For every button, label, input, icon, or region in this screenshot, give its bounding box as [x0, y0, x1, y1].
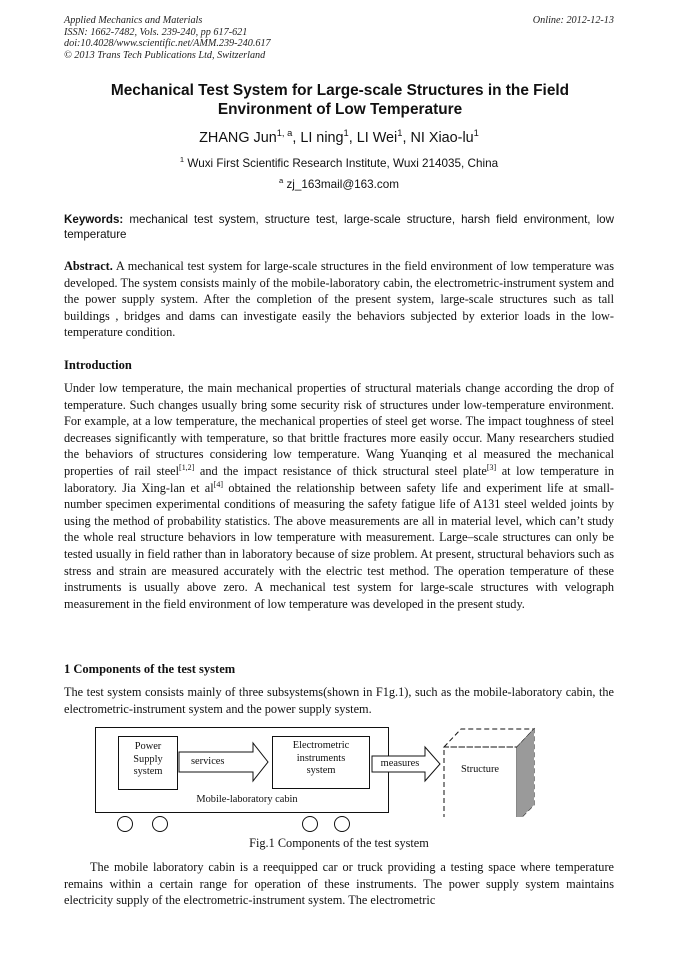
- wheel-icon: [152, 816, 168, 832]
- power-supply-label: Power Supply system: [133, 741, 163, 777]
- title-line-1: Mechanical Test System for Large-scale Structures in the Field: [110, 82, 570, 99]
- structure-label: Structure: [460, 764, 500, 775]
- introduction-heading: Introduction: [64, 358, 132, 372]
- abstract: [64, 258, 614, 341]
- section-1-paragraph: The test system consists mainly of three subsystems(shown in F1g.1), such as the mobile-laboratory cabin, the electrometric-instrument system and the power supply system.: [64, 685, 614, 716]
- services-label: services: [191, 756, 225, 767]
- citation: [3]: [486, 462, 497, 472]
- figure-1: [95, 727, 550, 835]
- paper-title: [68, 81, 612, 119]
- online-date: Online: 2012-12-13: [532, 15, 614, 26]
- author-list: [0, 130, 678, 146]
- copyright-line: © 2013 Trans Tech Publications Ltd, Switzerland: [64, 49, 266, 61]
- keywords-label: Keywords:: [64, 213, 124, 226]
- body-paragraph: The mobile laboratory cabin is a reequipped car or truck providing a testing space where temperature remains within a certain range for operation of these instruments. The power supply system maintains electricity supply of the electrometric-instrument system. The electrometric: [64, 860, 614, 908]
- title-line-2: Environment of Low Temperature: [217, 101, 463, 118]
- wheel-icon: [302, 816, 318, 832]
- author: ZHANG Jun$^{1, a}$,: [199, 128, 301, 146]
- structure-side-face: [517, 729, 534, 817]
- issn-line: ISSN: 1662-7482, Vols. 239-240, pp 617-621: [64, 26, 248, 38]
- doi-line: doi:10.4028/www.scientific.net/AMM.239-240.617: [64, 38, 271, 50]
- citation: [1,2]: [179, 462, 195, 472]
- affiliation: $^1$ Wuxi First Scientific Research Institute, Wuxi 214035, China: [179, 155, 499, 170]
- email: $^a$ zj_163mail@163.com: [278, 176, 400, 191]
- citation: [4]: [213, 479, 223, 489]
- abstract-text: A mechanical test system for large-scale structures in the field environment of low temperature was developed. The system consists mainly of the mobile-laboratory cabin, the electrometric-instrument system and the power supply system. After the completion of the present system, large-scale structures such as tall buildings , bridges and dams can investigate easily the behaviors subjected by exterior loads in the low-temperature condition.: [64, 259, 614, 340]
- journal-header: [64, 15, 271, 61]
- section-1-heading: 1 Components of the test system: [64, 662, 236, 676]
- journal-name: Applied Mechanics and Materials: [64, 15, 203, 26]
- keywords: [64, 212, 614, 242]
- wheel-icon: [334, 816, 350, 832]
- electrometric-box: [272, 736, 370, 789]
- keywords-text: mechanical test system, structure test, large-scale structure, harsh field environment, low temperature: [64, 213, 614, 241]
- figure-caption: Fig.1 Components of the test system: [249, 836, 429, 850]
- author: NI Xiao-$lu^1$: [410, 128, 479, 146]
- introduction-paragraph: Under low temperature, the main mechanical properties of structural materials change according the drop of temperature. Such changes usually bring some security risk of structures under low-temperature environment. For example, at a low temperature, the mechanical properties of steel get worse. The impact toughness of steel decreases significantly with temperature, so that brittle fractures more easily occur. Many researchers studied the behaviors of structures considering low temperature. Wang Yuanqing et al measured the mechanical properties of rail steel[1,2] and the impact resistance of thick structural steel plate[3] at low temperature in laboratory. Jia Xing-lan et al[4] obtained the relationship between safety life and experiment life at small-number specimen experimental conditions of measuring the safety fatigue life of A131 steel welded joints by using the method of probability statistics. The above measurements are all in material level, which can’t study the whole real structure behaviors in low temperature with measurement. Large–scale structures can only be tested usually in field rather than in laboratory because of size problem. At present, structural behaviors such as stress and strain are measured accurately with the electric test method. The operation temperature of these instruments is usually above zero. A mechanical test system for large-scale structures with velograph measurement in the field environment of low temperature was developed in the present study.: [64, 381, 614, 611]
- author: LI Wei$^1$,: [356, 128, 411, 146]
- cabin-label: Mobile-laboratory cabin: [196, 794, 298, 805]
- wheel-icon: [117, 816, 133, 832]
- abstract-label: Abstract.: [64, 259, 113, 273]
- electrometric-label: Electrometric instruments system: [292, 740, 350, 776]
- measures-label: measures: [380, 758, 420, 769]
- author: LI ning$^1$,: [300, 128, 357, 146]
